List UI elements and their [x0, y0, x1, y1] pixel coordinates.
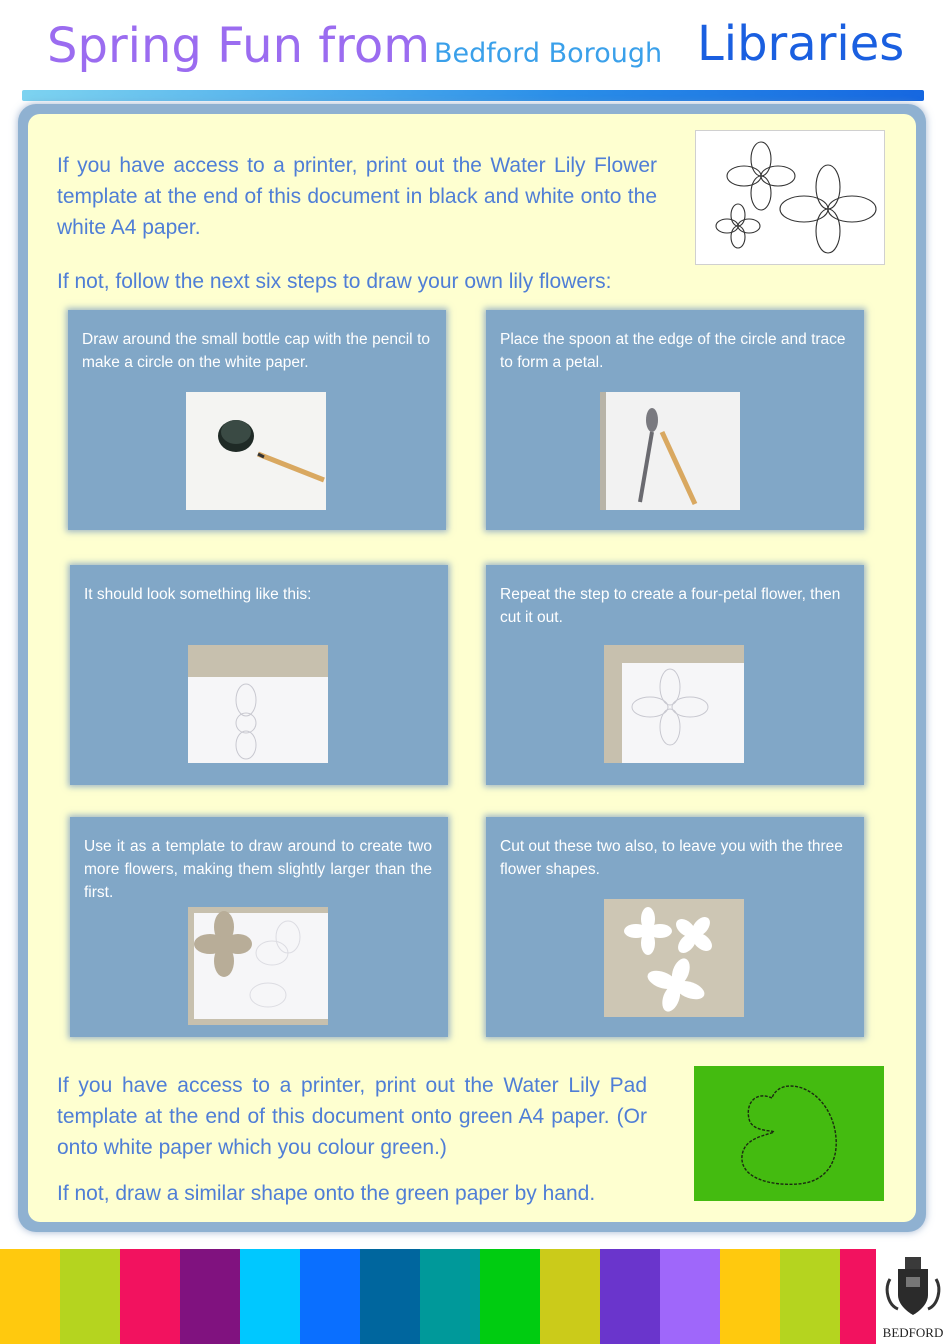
title-bedford-borough: Bedford Borough — [434, 38, 663, 69]
color-stripe-5 — [240, 1249, 300, 1344]
header-divider-bar — [22, 90, 924, 101]
color-stripe-8 — [420, 1249, 480, 1344]
step-3-text: It should look something like this: — [84, 586, 312, 603]
bedford-crest-label: BEDFORD — [882, 1325, 944, 1340]
step-6-card — [486, 817, 864, 1037]
step-5-card — [70, 817, 448, 1037]
flower-template-thumbnail — [695, 130, 885, 265]
color-stripe-11 — [600, 1249, 660, 1344]
color-stripe-10 — [540, 1249, 600, 1344]
step-2-card — [486, 310, 864, 530]
print-pad-instruction: If you have access to a printer, print out the Water Lily Pad template at the end of this document onto green A4 paper. (Or onto white paper which you colour green.) — [57, 1074, 647, 1159]
print-flower-instruction: If you have access to a printer, print out the Water Lily Flower template at the end of this document in black and white onto the white A4 paper. — [57, 154, 657, 239]
footer-color-strip — [0, 1249, 950, 1344]
follow-steps-instruction: If not, follow the next six steps to draw your own lily flowers: — [57, 270, 612, 293]
color-stripe-14 — [780, 1249, 840, 1344]
step-4-card — [486, 565, 864, 785]
color-stripe-1 — [0, 1249, 60, 1344]
template-tracing-photo — [188, 907, 328, 1025]
draw-pad-instruction: If not, draw a similar shape onto the green paper by hand. — [57, 1182, 596, 1205]
step-5-text: Use it as a template to draw around to create two more flowers, making them slightly larger than the first. — [84, 838, 432, 901]
color-stripe-7 — [360, 1249, 420, 1344]
lily-pad-template-thumbnail — [694, 1066, 884, 1201]
color-stripe-6 — [300, 1249, 360, 1344]
four-petal-photo — [604, 645, 744, 763]
color-stripe-2 — [60, 1249, 120, 1344]
bottle-cap-photo — [186, 392, 326, 510]
step-6-text: Cut out these two also, to leave you with the three flower shapes. — [500, 838, 843, 878]
color-stripes — [0, 1249, 900, 1344]
step-4-text: Repeat the step to create a four-petal flower, then cut it out. — [500, 586, 841, 626]
title-libraries: Libraries — [697, 16, 905, 72]
color-stripe-9 — [480, 1249, 540, 1344]
step-1-text: Draw around the small bottle cap with the pencil to make a circle on the white paper. — [82, 331, 430, 371]
petal-drawing-photo — [188, 645, 328, 763]
step-3-card — [70, 565, 448, 785]
step-1-card — [68, 310, 446, 530]
color-stripe-3 — [120, 1249, 180, 1344]
color-stripe-4 — [180, 1249, 240, 1344]
lily-pad-outline-image — [694, 1066, 884, 1201]
page-header — [0, 0, 950, 90]
step-2-text: Place the spoon at the edge of the circle and trace to form a petal. — [500, 331, 846, 371]
spoon-photo — [600, 392, 740, 510]
title-spring-fun: Spring Fun from — [47, 18, 430, 74]
color-stripe-13 — [720, 1249, 780, 1344]
flower-outlines-image — [696, 131, 884, 264]
color-stripe-12 — [660, 1249, 720, 1344]
cut-flowers-photo — [604, 899, 744, 1017]
